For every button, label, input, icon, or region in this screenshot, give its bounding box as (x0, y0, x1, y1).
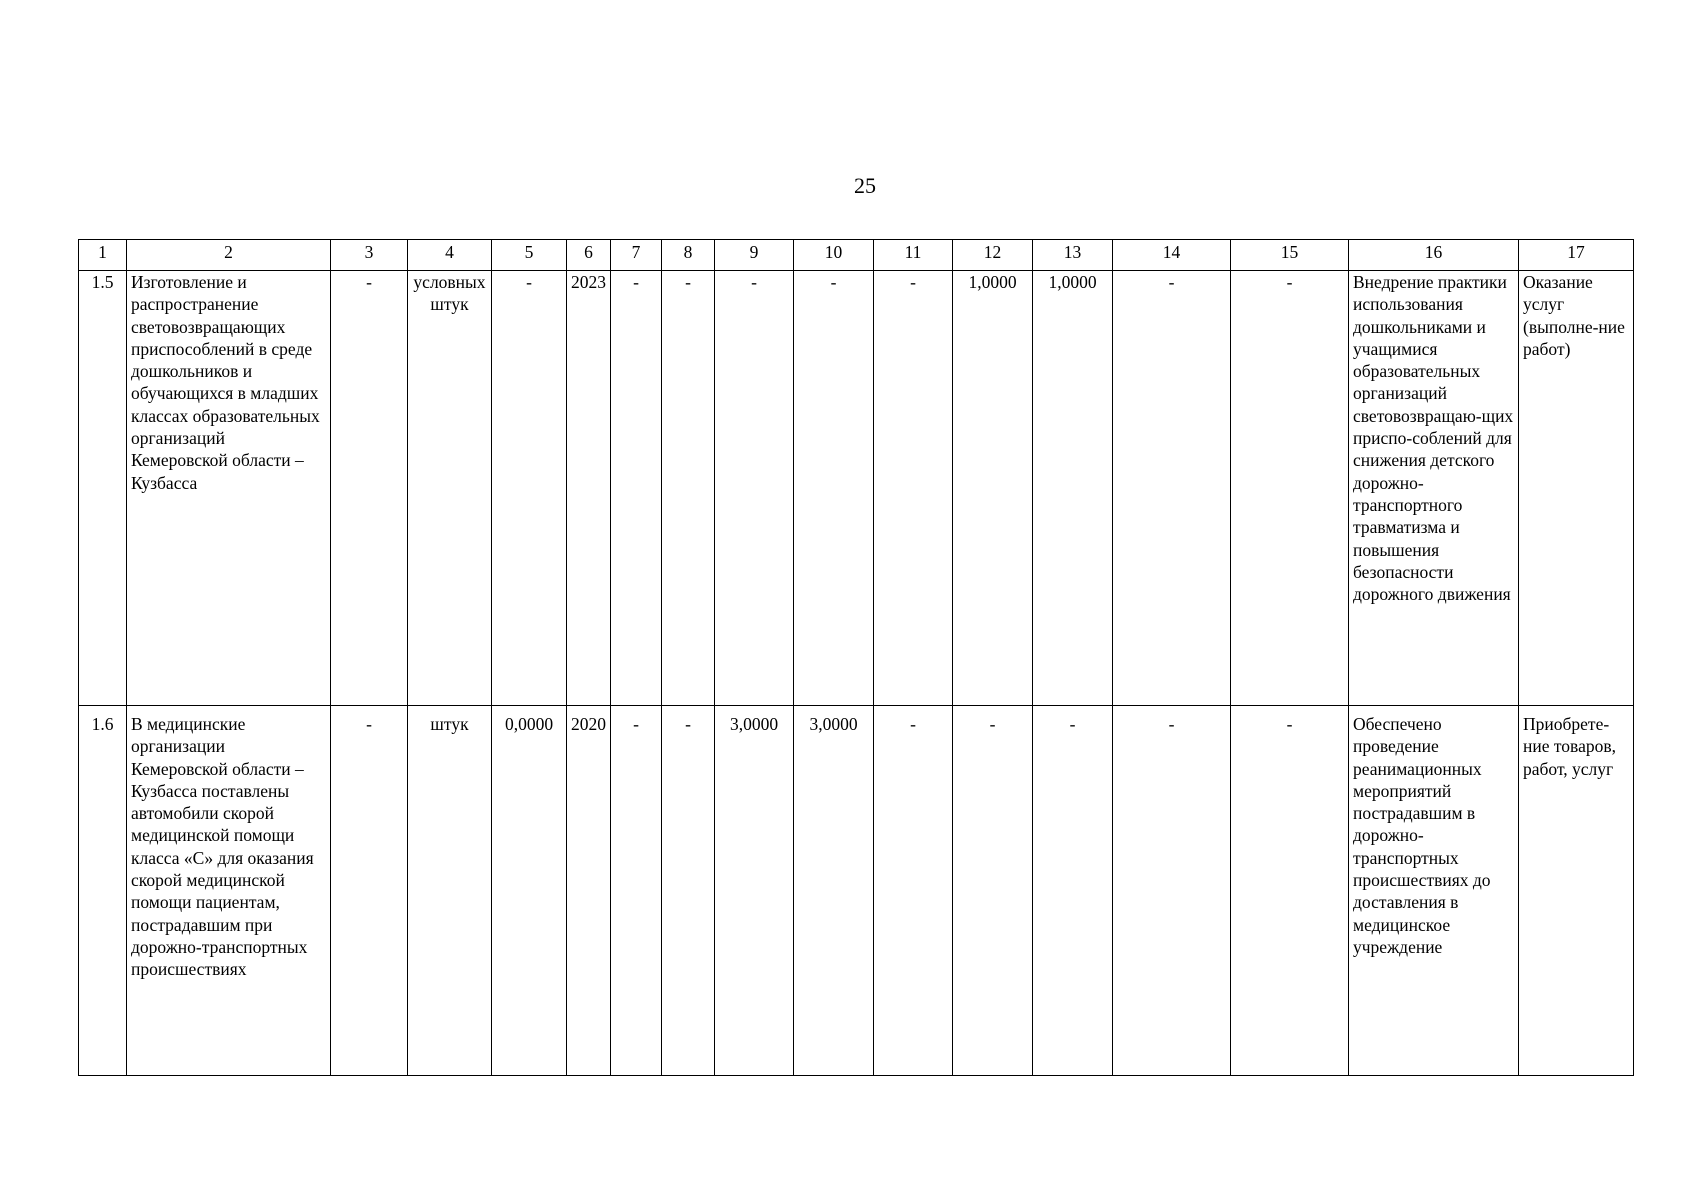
table-cell: - (953, 706, 1033, 1076)
table-row (79, 271, 1634, 706)
unit-cell: штук (408, 706, 492, 1076)
table-cell: - (1231, 706, 1349, 1076)
table-cell: - (1033, 706, 1113, 1076)
page-number: 25 (854, 173, 876, 198)
header-cell: 11 (874, 240, 953, 271)
type-cell: Приобрете-ние товаров, работ, услуг (1519, 706, 1634, 1076)
header-cell: 2 (127, 240, 331, 271)
header-cell: 5 (492, 240, 567, 271)
year-cell: 2020 (567, 706, 611, 1076)
header-cell: 9 (715, 240, 794, 271)
table-cell: - (662, 271, 715, 706)
type-cell: Оказание услуг (выполне-ние работ) (1519, 271, 1634, 706)
activity-name-cell: Изготовление и распространение световозвращающих приспособлений в среде дошкольников и обучающихся в младших классах образовательных организаций Кемеровской области – Кузбасса (127, 271, 331, 706)
header-cell: 6 (567, 240, 611, 271)
program-table (78, 239, 1634, 1076)
header-cell: 16 (1349, 240, 1519, 271)
header-cell: 4 (408, 240, 492, 271)
table-cell: - (874, 706, 953, 1076)
value-cell: 0,0000 (492, 706, 567, 1076)
header-cell: 1 (79, 240, 127, 271)
table-cell: - (794, 271, 874, 706)
table-cell: - (331, 271, 408, 706)
header-cell: 7 (611, 240, 662, 271)
table-cell: - (331, 706, 408, 1076)
row-number-cell: 1.6 (79, 706, 127, 1076)
header-cell: 15 (1231, 240, 1349, 271)
header-cell: 10 (794, 240, 874, 271)
value-cell: 3,0000 (794, 706, 874, 1076)
table-cell: - (662, 706, 715, 1076)
result-cell: Внедрение практики использования дошкольниками и учащимися образовательных организаций световозвращаю-щих приспо-соблений для снижения детского дорожно-транспортного травматизма и повышения безопасности дорожного движения (1349, 271, 1519, 706)
activity-name-cell: В медицинские организации Кемеровской области – Кузбасса поставлены автомобили скорой медицинской помощи класса «С» для оказания скорой медицинской помощи пациентам, пострадавшим при дорожно-транспортных происшествиях (127, 706, 331, 1076)
table-cell: - (492, 271, 567, 706)
table-cell: - (1113, 706, 1231, 1076)
table-cell: - (874, 271, 953, 706)
row-number-cell: 1.5 (79, 271, 127, 706)
table-cell: - (611, 706, 662, 1076)
value-cell: 3,0000 (715, 706, 794, 1076)
header-cell: 12 (953, 240, 1033, 271)
table-cell: - (1113, 271, 1231, 706)
table-cell: - (1231, 271, 1349, 706)
header-cell: 8 (662, 240, 715, 271)
header-cell: 17 (1519, 240, 1634, 271)
table-cell: - (611, 271, 662, 706)
unit-cell: условных штук (408, 271, 492, 706)
header-cell: 3 (331, 240, 408, 271)
table-row (79, 706, 1634, 1076)
header-row (79, 240, 1634, 271)
result-cell: Обеспечено проведение реанимационных мероприятий пострадавшим в дорожно-транспортных происшествиях до доставления в медицинское учреждение (1349, 706, 1519, 1076)
value-cell: 1,0000 (1033, 271, 1113, 706)
table-cell: - (715, 271, 794, 706)
year-cell: 2023 (567, 271, 611, 706)
header-cell: 13 (1033, 240, 1113, 271)
header-cell: 14 (1113, 240, 1231, 271)
value-cell: 1,0000 (953, 271, 1033, 706)
